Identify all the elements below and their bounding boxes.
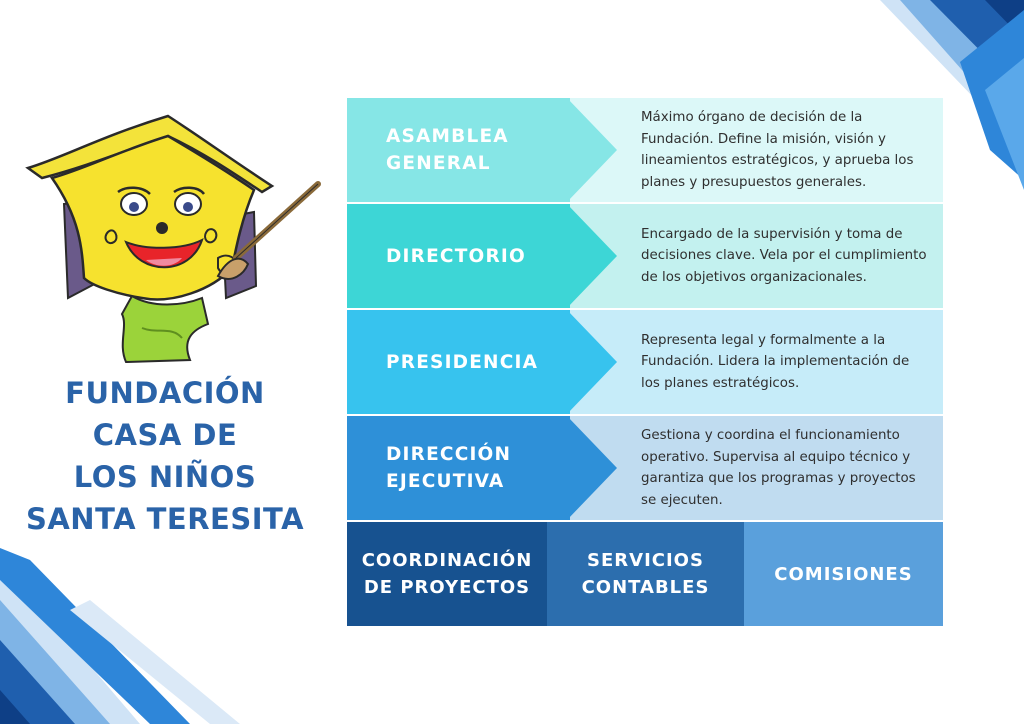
level-row-presidencia (347, 310, 943, 414)
level-label: ASAMBLEA GENERAL (386, 126, 509, 174)
level-label: PRESIDENCIA (386, 351, 539, 373)
unit-coordinacion-proyectos: COORDINACIÓN DE PROYECTOS (347, 522, 547, 626)
level-description: Gestiona y coordina el funcionamiento operativo. Supervisa al equipo técnico y garantiza que los programas y proyectos se ejecuten. (641, 428, 916, 508)
level-description: Encargado de la supervisión y toma de decisiones clave. Vela por el cumplimiento de los objetivos organizacionales. (641, 226, 927, 285)
unit-servicios-contables: SERVICIOS CONTABLES (547, 522, 744, 626)
level-row-asamblea (347, 98, 943, 202)
organization-name-line-3: LOS NIÑOS (73, 460, 257, 494)
organization-name (0, 372, 330, 540)
level-description: Representa legal y formalmente a la Fundación. Lidera la implementación de los planes estratégicos. (641, 332, 910, 391)
bottom-left-stripes (0, 548, 240, 724)
level-description: Máximo órgano de decisión de la Fundación. Define la misión, visión y lineamientos estratégicos, y aprueba los planes y presupuestos generales. (641, 110, 914, 190)
organization-name-line-4: SANTA TERESITA (25, 502, 305, 536)
operational-units (347, 522, 943, 626)
level-label: DIRECCIÓN EJECUTIVA (386, 444, 512, 492)
house-character-illustration (28, 116, 318, 362)
org-chart (347, 98, 943, 522)
unit-comisiones: COMISIONES (744, 522, 943, 626)
organization-name-line-2: CASA DE (92, 418, 238, 452)
organization-name-line-1: FUNDACIÓN (65, 376, 265, 410)
level-row-directorio (347, 204, 943, 308)
level-row-direccion-ejecutiva (347, 416, 943, 520)
level-label: DIRECTORIO (386, 245, 526, 267)
foundation-logo (22, 108, 332, 368)
